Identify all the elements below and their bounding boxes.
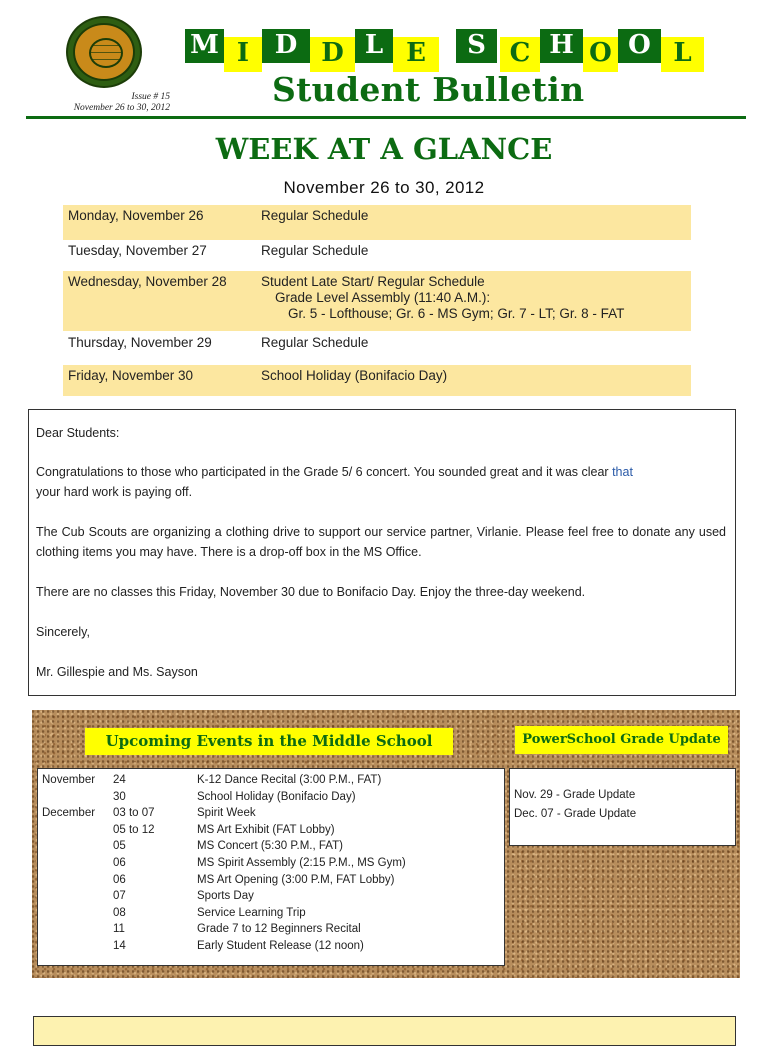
list-item bbox=[38, 838, 504, 855]
schedule-desc: School Holiday (Bonifacio Day) bbox=[261, 368, 448, 383]
schedule-row bbox=[63, 332, 691, 364]
schedule-row bbox=[63, 271, 691, 331]
letter-signature: Mr. Gillespie and Ms. Sayson bbox=[36, 665, 198, 679]
schedule-line: Grade Level Assembly (11:40 A.M.): bbox=[275, 290, 491, 305]
header-divider bbox=[26, 116, 746, 119]
event-date: 11 bbox=[113, 923, 125, 936]
list-item bbox=[38, 772, 504, 789]
letter-paragraph: The Cub Scouts are organizing a clothing drive to support our service partner, Virlanie. Please feel free to donate any used clothing items you may have. There is a drop-off box in the MS Office. bbox=[36, 525, 726, 559]
title-letter: C bbox=[500, 37, 540, 72]
event-name: Early Student Release (12 noon) bbox=[197, 940, 364, 952]
title-letter: M bbox=[185, 29, 224, 63]
event-date: 05 bbox=[113, 840, 126, 853]
event-date: 03 to 07 bbox=[113, 807, 155, 820]
powerschool-item: Dec. 07 - Grade Update bbox=[514, 808, 637, 820]
event-date: 30 bbox=[113, 790, 126, 803]
event-name: School Holiday (Bonifacio Day) bbox=[197, 790, 356, 803]
schedule-day: Friday, November 30 bbox=[68, 368, 194, 383]
bottom-section-box bbox=[33, 1016, 736, 1046]
week-at-a-glance-title: WEEK AT A GLANCE bbox=[215, 132, 553, 166]
schedule-row bbox=[63, 205, 691, 240]
title-letter: O bbox=[618, 29, 661, 63]
title-letter: L bbox=[355, 29, 393, 63]
schedule-day: Tuesday, November 27 bbox=[68, 243, 207, 258]
list-item bbox=[38, 805, 504, 822]
list-item bbox=[38, 888, 504, 905]
event-date: 05 to 12 bbox=[113, 823, 155, 836]
list-item bbox=[38, 905, 504, 922]
event-name: MS Art Exhibit (FAT Lobby) bbox=[197, 823, 335, 836]
schedule-row bbox=[63, 365, 691, 396]
schedule-desc: Regular Schedule bbox=[261, 335, 369, 350]
list-item bbox=[38, 938, 504, 955]
schedule-line: Gr. 5 - Lofthouse; Gr. 6 - MS Gym; Gr. 7 - LT; Gr. 8 - FAT bbox=[288, 306, 625, 321]
event-date: 24 bbox=[113, 774, 126, 786]
title-letter: E bbox=[393, 37, 439, 72]
letter-text: Congratulations to those who participated in the Grade 5/ 6 concert. You sounded great and it was clear bbox=[36, 465, 609, 479]
list-item bbox=[38, 872, 504, 889]
title-letter: D bbox=[310, 37, 355, 72]
schedule-desc: Regular Schedule bbox=[261, 208, 369, 223]
schedule-desc: Regular Schedule bbox=[261, 243, 369, 258]
event-name: K-12 Dance Recital (3:00 P.M., FAT) bbox=[197, 774, 382, 786]
cork-board bbox=[32, 710, 740, 978]
event-name: MS Spirit Assembly (2:15 P.M., MS Gym) bbox=[197, 857, 406, 869]
event-name: Spirit Week bbox=[197, 807, 256, 820]
event-month: November bbox=[42, 774, 96, 786]
event-name: MS Concert (5:30 P.M., FAT) bbox=[197, 840, 343, 853]
schedule-day: Wednesday, November 28 bbox=[68, 274, 227, 289]
list-item bbox=[38, 822, 504, 839]
title-letter: H bbox=[540, 29, 583, 63]
issue-dates: November 26 to 30, 2012 bbox=[73, 103, 170, 113]
issue-number: Issue # 15 bbox=[131, 92, 170, 102]
week-dates: November 26 to 30, 2012 bbox=[283, 178, 485, 197]
title-letter: S bbox=[456, 29, 497, 63]
list-item bbox=[38, 921, 504, 938]
letter-paragraph bbox=[36, 462, 726, 502]
title-letter: D bbox=[262, 29, 310, 63]
event-name: MS Art Opening (3:00 P.M, FAT Lobby) bbox=[197, 873, 395, 886]
schedule-day: Monday, November 26 bbox=[68, 208, 204, 223]
list-item bbox=[38, 855, 504, 872]
event-date: 14 bbox=[113, 940, 126, 952]
school-seal-logo bbox=[68, 18, 140, 86]
letter-closing: Sincerely, bbox=[36, 625, 90, 639]
powerschool-title: PowerSchool Grade Update bbox=[515, 726, 728, 754]
schedule-desc bbox=[261, 274, 624, 322]
letter-greeting: Dear Students: bbox=[36, 426, 120, 440]
letter-text: your hard work is paying off. bbox=[36, 485, 193, 499]
events-panel bbox=[37, 768, 505, 966]
event-name: Sports Day bbox=[197, 890, 254, 903]
event-name: Service Learning Trip bbox=[197, 906, 306, 919]
event-date: 06 bbox=[113, 857, 126, 869]
issue-info bbox=[30, 92, 170, 114]
powerschool-panel bbox=[509, 768, 736, 846]
event-name: Grade 7 to 12 Beginners Recital bbox=[197, 923, 361, 936]
letter-paragraph: There are no classes this Friday, November 30 due to Bonifacio Day. Enjoy the three-day weekend. bbox=[36, 585, 586, 599]
title-letter: I bbox=[224, 37, 262, 72]
bulletin-title: Student Bulletin bbox=[272, 70, 585, 109]
schedule-day: Thursday, November 29 bbox=[68, 335, 212, 350]
globe-icon bbox=[89, 38, 123, 68]
event-date: 06 bbox=[113, 873, 126, 886]
schedule-row bbox=[63, 240, 691, 271]
that-link[interactable]: that bbox=[612, 465, 633, 479]
title-letter: L bbox=[661, 37, 704, 72]
title-letter: O bbox=[583, 37, 618, 72]
upcoming-events-title: Upcoming Events in the Middle School bbox=[85, 728, 453, 755]
powerschool-item: Nov. 29 - Grade Update bbox=[514, 789, 636, 801]
principal-letter bbox=[28, 409, 736, 696]
event-date: 07 bbox=[113, 890, 126, 903]
event-month: December bbox=[42, 807, 96, 820]
list-item bbox=[38, 789, 504, 806]
schedule-line: Student Late Start/ Regular Schedule bbox=[261, 274, 485, 289]
event-date: 08 bbox=[113, 906, 126, 919]
